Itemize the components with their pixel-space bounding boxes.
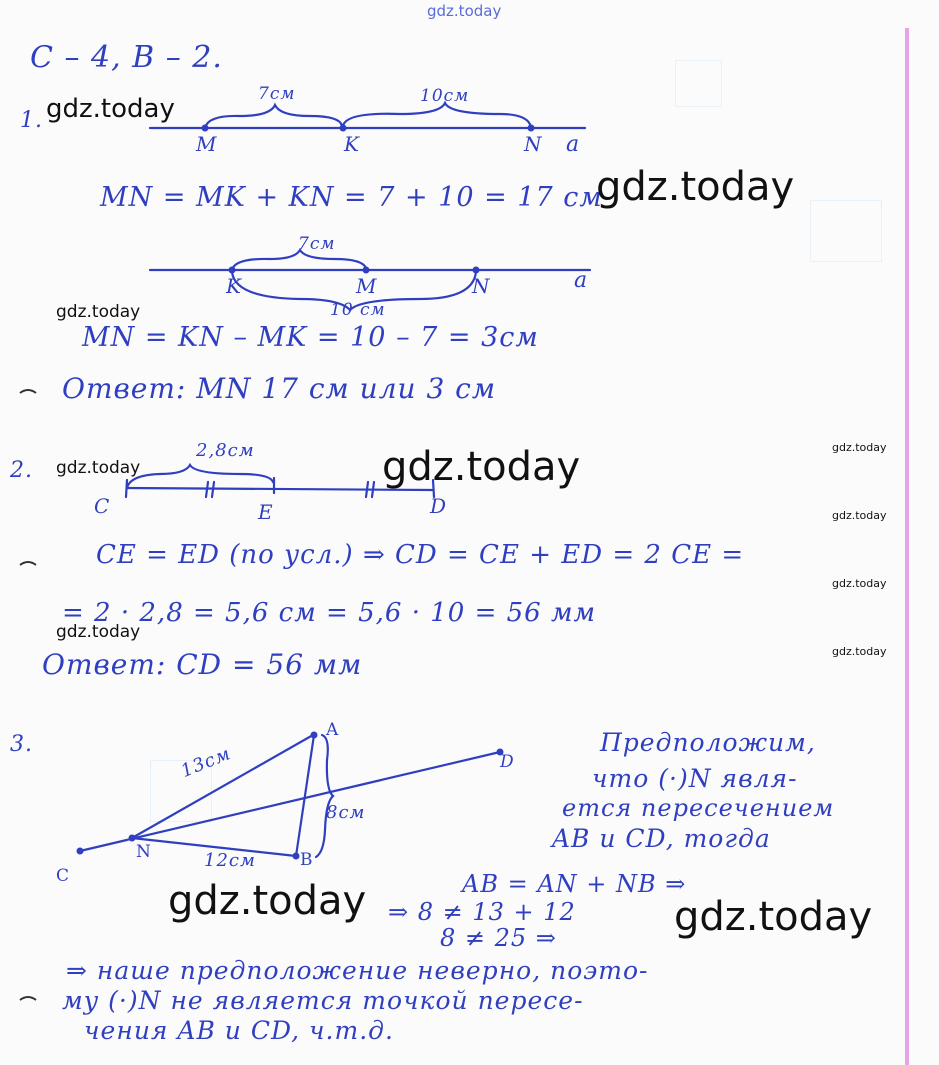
point-c-3: C — [56, 866, 71, 886]
assumption-line2: что (·)N явля- — [592, 764, 798, 793]
watermark-2: gdz.today — [596, 164, 795, 210]
label-10cm: 10см — [420, 86, 470, 106]
point-e-2: E — [258, 500, 274, 524]
label-10cm-2: 10 см — [330, 300, 386, 320]
brace-kn — [343, 103, 531, 127]
watermark-4: gdz.today — [56, 458, 141, 478]
point-d-2: D — [430, 494, 448, 518]
watermark-7: gdz.today — [832, 509, 887, 522]
equation-mn-diff: MN = KN – MK = 10 – 7 = 3см — [82, 322, 539, 353]
label-8cm: 8см — [326, 802, 366, 823]
point-m-2: M — [356, 274, 378, 298]
label-7cm: 7см — [258, 84, 296, 104]
brace-ab — [316, 735, 333, 857]
margin-mark-1 — [20, 390, 36, 393]
brace-ce — [127, 465, 273, 488]
point-m-1: M — [196, 132, 218, 156]
calc-line2: ⇒ 8 ≠ 13 + 12 — [388, 898, 576, 926]
line-label-a-2: a — [574, 268, 589, 293]
assumption-line1: Предположим, — [600, 728, 816, 757]
label-7cm-2: 7см — [298, 234, 336, 254]
point-a-3: A — [326, 720, 340, 740]
watermark-12: gdz.today — [674, 894, 873, 940]
watermark-5: gdz.today — [382, 444, 581, 490]
calc-line3: 8 ≠ 25 ⇒ — [440, 924, 557, 952]
variant-header: С – 4, В – 2. — [30, 40, 223, 75]
label-13cm: 13см — [177, 743, 234, 782]
point-b-3: B — [300, 850, 314, 870]
watermark-6: gdz.today — [832, 441, 887, 454]
task2-line1: CE = ED (по усл.) ⇒ CD = CE + ED = 2 CE = — [96, 540, 745, 570]
label-12cm: 12см — [204, 850, 256, 871]
watermark-3: gdz.today — [56, 302, 141, 322]
task2-line2: = 2 · 2,8 = 5,6 см = 5,6 · 10 = 56 мм — [62, 598, 597, 628]
task3-number: 3. — [10, 732, 33, 757]
watermark-top: gdz.today — [427, 2, 502, 20]
margin-mark-3 — [20, 997, 36, 1000]
assumption-line4: AB и CD, тогда — [552, 824, 771, 853]
watermark-10: gdz.today — [832, 645, 887, 658]
line-label-a-1: a — [566, 132, 581, 157]
watermark-9: gdz.today — [56, 622, 141, 642]
margin-mark-2 — [20, 562, 36, 565]
task2-answer: Ответ: CD = 56 мм — [42, 648, 363, 681]
point-k-1: K — [344, 132, 360, 156]
point-n-1: N — [524, 132, 543, 156]
watermark-11: gdz.today — [168, 878, 367, 924]
point-d-3: D — [500, 752, 515, 772]
point-n-2: N — [472, 274, 491, 298]
task2-number: 2. — [10, 458, 33, 483]
task1-number: 1. — [20, 108, 43, 133]
segment-cd-3 — [80, 752, 500, 851]
task1-answer: Ответ: MN 17 см или 3 см — [62, 372, 497, 405]
label-2-8cm: 2,8см — [196, 440, 255, 461]
brace-mk — [205, 105, 342, 128]
equation-mn-sum: MN = MK + KN = 7 + 10 = 17 см — [100, 182, 603, 213]
conclusion-line3: чения AB и CD, ч.т.д. — [84, 1016, 394, 1045]
calc-line1: AB = AN + NB ⇒ — [462, 870, 687, 898]
point-k-2: K — [226, 274, 242, 298]
watermark-1: gdz.today — [46, 94, 175, 124]
conclusion-line1: ⇒ наше предположение неверно, поэто- — [66, 956, 649, 985]
assumption-line3: ется пересечением — [562, 794, 835, 822]
watermark-8: gdz.today — [832, 577, 887, 590]
point-n-3: N — [136, 842, 152, 862]
conclusion-line2: му (·)N не является точкой пересе- — [62, 986, 584, 1015]
point-c-2: C — [94, 494, 111, 518]
